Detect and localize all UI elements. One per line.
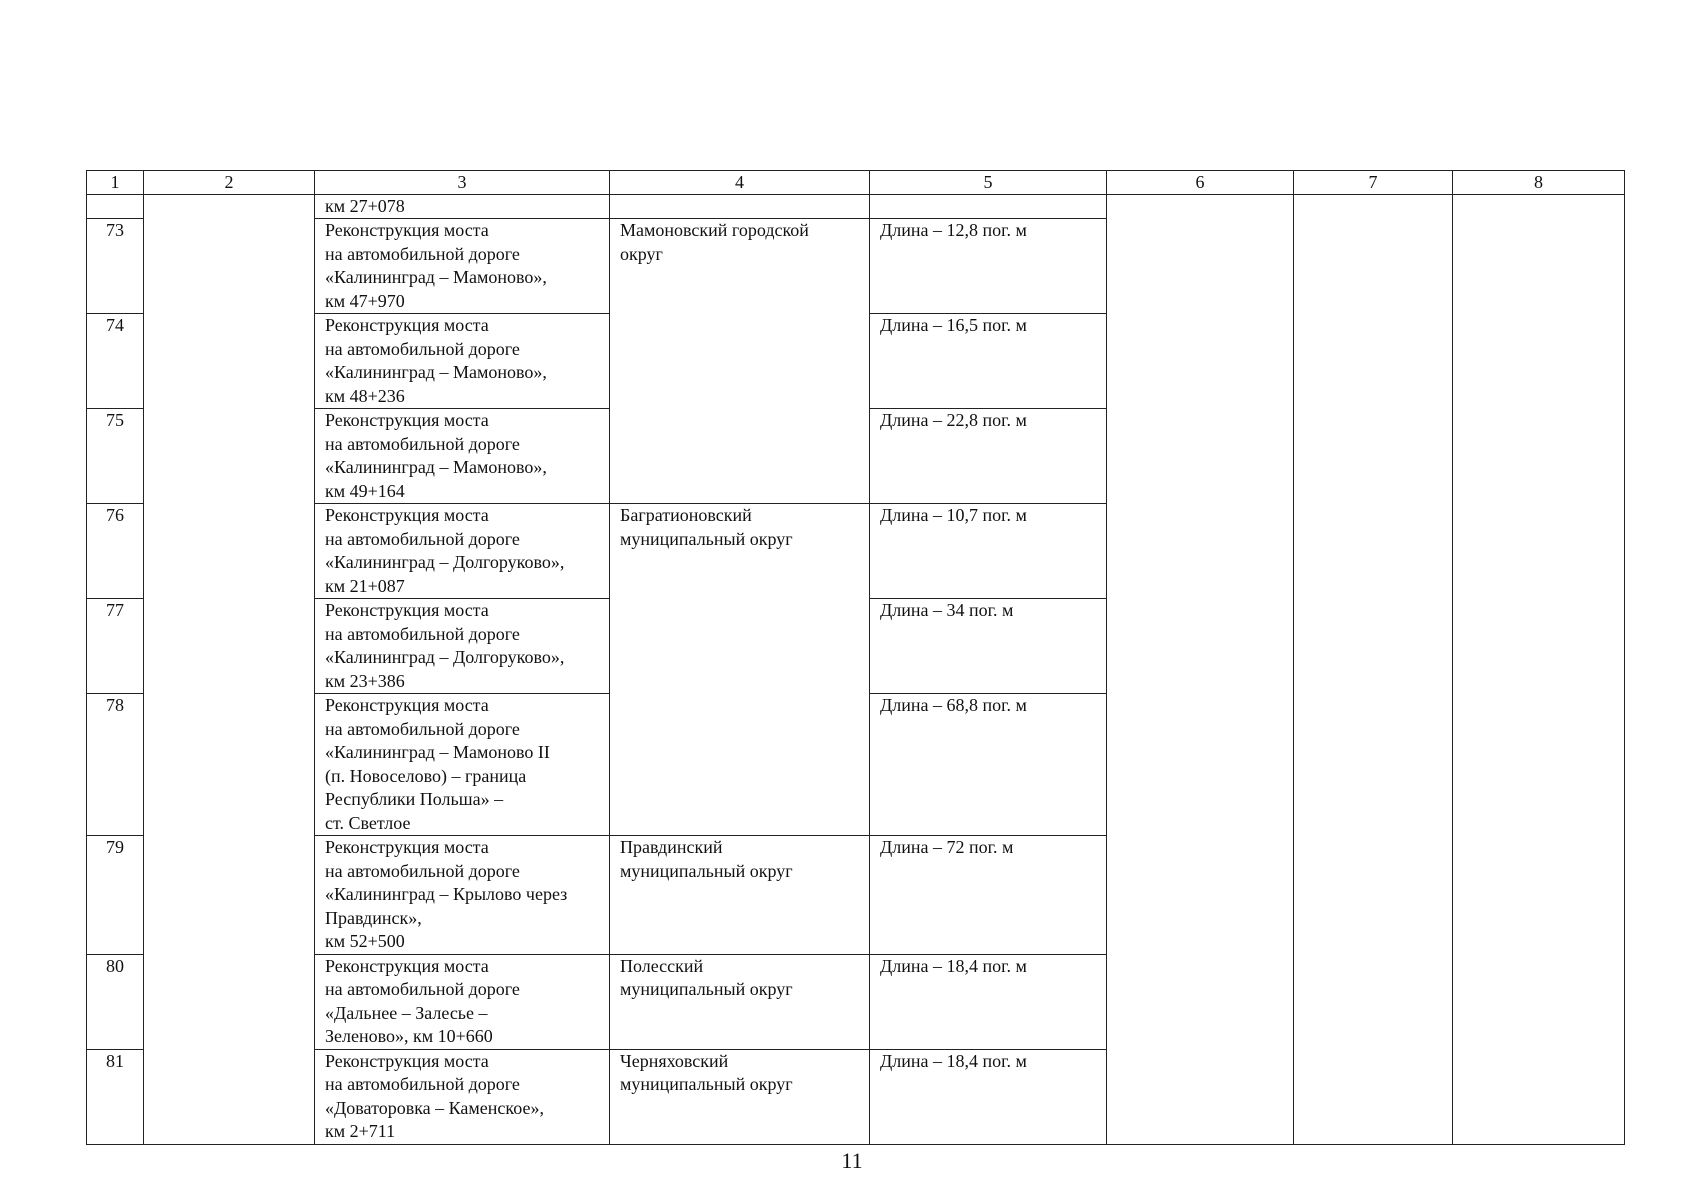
header-col-4: 4	[610, 171, 870, 195]
row-number-cell: 75	[87, 409, 144, 504]
region-cell: Полесский муниципальный округ	[610, 954, 870, 1049]
region-cell: Черняховский муниципальный округ	[610, 1049, 870, 1144]
length-cell: Длина – 68,8 пог. м	[870, 694, 1107, 836]
object-name-cell: Реконструкция моста на автомобильной дороге «Калининград – Мамоново II (п. Новоселово) – граница Республики Польша» – ст. Светлое	[315, 694, 610, 836]
object-name-cell: Реконструкция моста на автомобильной дороге «Дальнее – Залесье – Зеленово», км 10+660	[315, 954, 610, 1049]
header-col-6: 6	[1107, 171, 1294, 195]
col-8-cell	[1453, 195, 1625, 1145]
col-6-cell	[1107, 195, 1294, 1145]
header-col-7: 7	[1294, 171, 1453, 195]
header-col-5: 5	[870, 171, 1107, 195]
length-cell: Длина – 10,7 пог. м	[870, 504, 1107, 599]
bridge-reconstruction-table	[86, 170, 1625, 1145]
row-number-cell: 74	[87, 314, 144, 409]
length-cell: Длина – 18,4 пог. м	[870, 1049, 1107, 1144]
row-number-cell: 76	[87, 504, 144, 599]
table-row-continuation	[87, 195, 1625, 219]
object-name-cell: км 27+078	[315, 195, 610, 219]
row-number-cell: 78	[87, 694, 144, 836]
object-name-cell: Реконструкция моста на автомобильной дороге «Калининград – Мамоново», км 47+970	[315, 219, 610, 314]
region-cell: Правдинский муниципальный округ	[610, 836, 870, 955]
length-cell: Длина – 72 пог. м	[870, 836, 1107, 955]
header-col-2: 2	[144, 171, 315, 195]
col-7-cell	[1294, 195, 1453, 1145]
region-cell: Мамоновский городской округ	[610, 219, 870, 504]
object-name-cell: Реконструкция моста на автомобильной дороге «Калининград – Долгоруково», км 21+087	[315, 504, 610, 599]
length-cell: Длина – 16,5 пог. м	[870, 314, 1107, 409]
row-number-cell: 81	[87, 1049, 144, 1144]
header-col-1: 1	[87, 171, 144, 195]
col-2-cell	[144, 195, 315, 1145]
length-cell: Длина – 22,8 пог. м	[870, 409, 1107, 504]
header-col-3: 3	[315, 171, 610, 195]
length-cell: Длина – 34 пог. м	[870, 599, 1107, 694]
object-name-cell: Реконструкция моста на автомобильной дороге «Калининград – Крылово через Правдинск», км 52+500	[315, 836, 610, 955]
length-cell: Длина – 12,8 пог. м	[870, 219, 1107, 314]
row-number-cell: 80	[87, 954, 144, 1049]
header-row	[87, 171, 1625, 195]
row-number-cell	[87, 195, 144, 219]
length-cell: Длина – 18,4 пог. м	[870, 954, 1107, 1049]
page-number: 11	[841, 1148, 863, 1173]
region-cell: Багратионовский муниципальный округ	[610, 504, 870, 836]
region-cell	[610, 195, 870, 219]
header-col-8: 8	[1453, 171, 1625, 195]
row-number-cell: 79	[87, 836, 144, 955]
object-name-cell: Реконструкция моста на автомобильной дороге «Калининград – Мамоново», км 48+236	[315, 314, 610, 409]
row-number-cell: 73	[87, 219, 144, 314]
object-name-cell: Реконструкция моста на автомобильной дороге «Калининград – Мамоново», км 49+164	[315, 409, 610, 504]
length-cell	[870, 195, 1107, 219]
object-name-cell: Реконструкция моста на автомобильной дороге «Доваторовка – Каменское», км 2+711	[315, 1049, 610, 1144]
object-name-cell: Реконструкция моста на автомобильной дороге «Калининград – Долгоруково», км 23+386	[315, 599, 610, 694]
row-number-cell: 77	[87, 599, 144, 694]
